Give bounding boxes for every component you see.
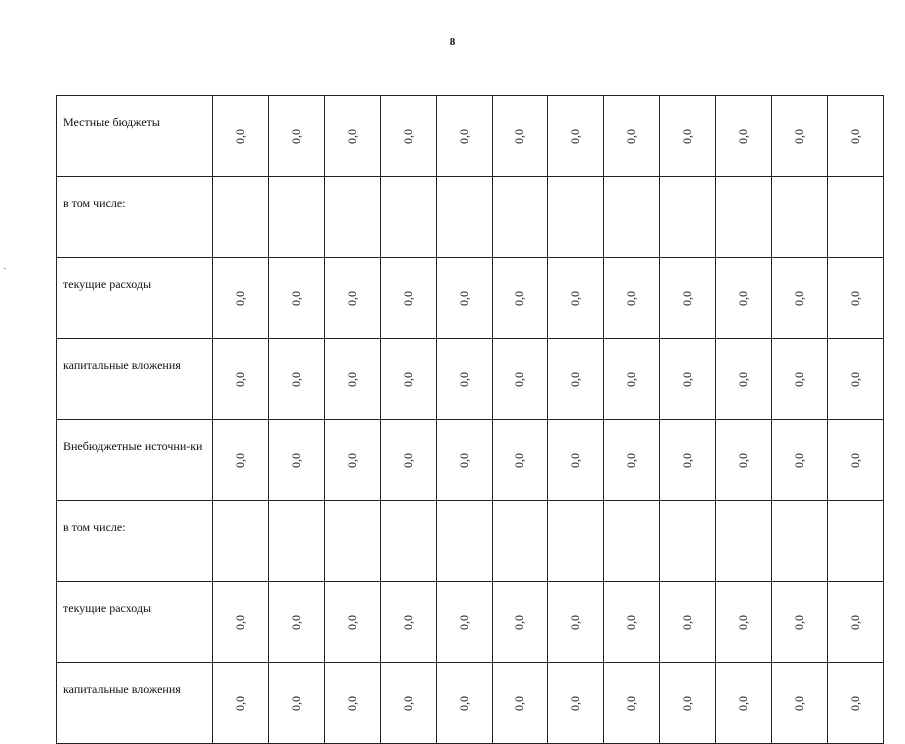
row-label: Внебюджетные источни-ки — [57, 420, 213, 501]
table-cell — [492, 582, 548, 663]
table-cell — [772, 501, 828, 582]
cell-value: 0,0 — [624, 371, 639, 387]
table-cell — [716, 258, 772, 339]
cell-value: 0,0 — [847, 614, 862, 630]
cell-value: 0,0 — [400, 128, 415, 144]
table-cell — [380, 177, 436, 258]
table-cell — [380, 339, 436, 420]
cell-value: 0,0 — [680, 452, 695, 468]
table-cell — [324, 663, 380, 744]
cell-value: 0,0 — [736, 290, 751, 306]
cell-value: 0,0 — [456, 128, 471, 144]
cell-value: 0,0 — [680, 290, 695, 306]
cell-value: 0,0 — [288, 452, 303, 468]
scan-mark — [4, 268, 6, 269]
cell-value: 0,0 — [456, 452, 471, 468]
table-cell — [436, 258, 492, 339]
table-cell — [604, 339, 660, 420]
cell-value: 0,0 — [288, 290, 303, 306]
table-cell — [213, 96, 269, 177]
cell-value: 0,0 — [512, 128, 527, 144]
cell-value: 0,0 — [344, 290, 359, 306]
cell-value: 0,0 — [288, 614, 303, 630]
cell-value: 0,0 — [680, 371, 695, 387]
table-cell — [324, 582, 380, 663]
table-cell — [548, 339, 604, 420]
table-cell — [268, 420, 324, 501]
cell-value: 0,0 — [344, 128, 359, 144]
cell-value: 0,0 — [736, 128, 751, 144]
cell-value: 0,0 — [232, 371, 247, 387]
table-body — [57, 96, 884, 744]
table-cell — [548, 582, 604, 663]
cell-value: 0,0 — [568, 452, 583, 468]
table-cell — [492, 420, 548, 501]
table-cell — [324, 339, 380, 420]
cell-value: 0,0 — [568, 695, 583, 711]
cell-value: 0,0 — [512, 695, 527, 711]
table-cell — [492, 96, 548, 177]
table-row — [57, 420, 884, 501]
table-cell — [548, 96, 604, 177]
cell-value: 0,0 — [847, 290, 862, 306]
table-cell — [268, 663, 324, 744]
table-cell — [548, 177, 604, 258]
table-cell — [548, 420, 604, 501]
row-label: текущие расходы — [57, 582, 213, 663]
row-label: капитальные вложения — [57, 663, 213, 744]
cell-value: 0,0 — [456, 371, 471, 387]
cell-value: 0,0 — [400, 695, 415, 711]
table-cell — [436, 420, 492, 501]
table-cell — [268, 177, 324, 258]
cell-value: 0,0 — [568, 371, 583, 387]
table-cell — [827, 339, 883, 420]
cell-value: 0,0 — [456, 695, 471, 711]
page-number: 8 — [449, 36, 456, 48]
cell-value: 0,0 — [847, 128, 862, 144]
table-cell — [827, 258, 883, 339]
table-cell — [492, 339, 548, 420]
cell-value: 0,0 — [736, 371, 751, 387]
table-cell — [213, 501, 269, 582]
cell-value: 0,0 — [792, 452, 807, 468]
cell-value: 0,0 — [288, 371, 303, 387]
table-row — [57, 582, 884, 663]
cell-value: 0,0 — [344, 371, 359, 387]
table-cell — [772, 339, 828, 420]
table-cell — [213, 339, 269, 420]
table-cell — [268, 339, 324, 420]
cell-value: 0,0 — [232, 614, 247, 630]
table-cell — [716, 501, 772, 582]
cell-value: 0,0 — [568, 614, 583, 630]
table-cell — [660, 177, 716, 258]
cell-value: 0,0 — [792, 128, 807, 144]
table-cell — [436, 96, 492, 177]
cell-value: 0,0 — [456, 290, 471, 306]
cell-value: 0,0 — [232, 128, 247, 144]
table-cell — [436, 501, 492, 582]
table-cell — [436, 339, 492, 420]
cell-value: 0,0 — [400, 371, 415, 387]
cell-value: 0,0 — [400, 614, 415, 630]
table-cell — [380, 420, 436, 501]
table-cell — [380, 96, 436, 177]
table-cell — [772, 96, 828, 177]
cell-value: 0,0 — [512, 290, 527, 306]
cell-value: 0,0 — [512, 614, 527, 630]
cell-value: 0,0 — [847, 695, 862, 711]
table-cell — [827, 663, 883, 744]
table-cell — [827, 96, 883, 177]
row-label: текущие расходы — [57, 258, 213, 339]
table-cell — [213, 420, 269, 501]
table-cell — [268, 96, 324, 177]
table-cell — [268, 258, 324, 339]
table-cell — [492, 177, 548, 258]
table-cell — [436, 582, 492, 663]
table-cell — [772, 582, 828, 663]
table-cell — [716, 420, 772, 501]
cell-value: 0,0 — [624, 614, 639, 630]
table-cell — [772, 177, 828, 258]
table-cell — [660, 663, 716, 744]
table-cell — [660, 96, 716, 177]
cell-value: 0,0 — [512, 452, 527, 468]
cell-value: 0,0 — [232, 452, 247, 468]
cell-value: 0,0 — [624, 290, 639, 306]
table-cell — [827, 501, 883, 582]
table-cell — [604, 420, 660, 501]
table-cell — [660, 582, 716, 663]
cell-value: 0,0 — [232, 290, 247, 306]
table-cell — [660, 420, 716, 501]
cell-value: 0,0 — [344, 452, 359, 468]
table-row — [57, 177, 884, 258]
table-cell — [604, 96, 660, 177]
table-cell — [827, 177, 883, 258]
budget-table — [56, 95, 884, 744]
cell-value: 0,0 — [736, 695, 751, 711]
table-cell — [604, 501, 660, 582]
cell-value: 0,0 — [736, 614, 751, 630]
table-cell — [492, 663, 548, 744]
cell-value: 0,0 — [344, 695, 359, 711]
row-label: капитальные вложения — [57, 339, 213, 420]
cell-value: 0,0 — [847, 371, 862, 387]
table-cell — [716, 663, 772, 744]
table-cell — [492, 258, 548, 339]
table-cell — [492, 501, 548, 582]
row-label: Местные бюджеты — [57, 96, 213, 177]
table-cell — [548, 663, 604, 744]
table-cell — [772, 663, 828, 744]
table-cell — [604, 258, 660, 339]
table-row — [57, 501, 884, 582]
table-cell — [827, 582, 883, 663]
cell-value: 0,0 — [456, 614, 471, 630]
cell-value: 0,0 — [847, 452, 862, 468]
table-cell — [213, 582, 269, 663]
row-label: в том числе: — [57, 501, 213, 582]
cell-value: 0,0 — [344, 614, 359, 630]
cell-value: 0,0 — [624, 128, 639, 144]
cell-value: 0,0 — [736, 452, 751, 468]
cell-value: 0,0 — [680, 695, 695, 711]
table-cell — [660, 339, 716, 420]
cell-value: 0,0 — [512, 371, 527, 387]
table-row — [57, 258, 884, 339]
table-cell — [324, 501, 380, 582]
table-cell — [268, 501, 324, 582]
table-cell — [324, 258, 380, 339]
cell-value: 0,0 — [288, 128, 303, 144]
cell-value: 0,0 — [624, 452, 639, 468]
table-cell — [436, 177, 492, 258]
table-cell — [213, 258, 269, 339]
table-row — [57, 96, 884, 177]
table-cell — [380, 501, 436, 582]
row-label: в том числе: — [57, 177, 213, 258]
table-cell — [268, 582, 324, 663]
table-cell — [716, 177, 772, 258]
cell-value: 0,0 — [792, 614, 807, 630]
table-row — [57, 663, 884, 744]
table-cell — [827, 420, 883, 501]
cell-value: 0,0 — [792, 371, 807, 387]
cell-value: 0,0 — [568, 290, 583, 306]
cell-value: 0,0 — [288, 695, 303, 711]
table-cell — [380, 663, 436, 744]
cell-value: 0,0 — [400, 290, 415, 306]
cell-value: 0,0 — [568, 128, 583, 144]
table-cell — [548, 258, 604, 339]
budget-table-container — [56, 95, 884, 744]
table-cell — [380, 258, 436, 339]
cell-value: 0,0 — [792, 290, 807, 306]
table-cell — [324, 177, 380, 258]
table-cell — [604, 582, 660, 663]
table-cell — [660, 501, 716, 582]
cell-value: 0,0 — [232, 695, 247, 711]
cell-value: 0,0 — [792, 695, 807, 711]
table-row — [57, 339, 884, 420]
table-cell — [716, 582, 772, 663]
table-cell — [213, 663, 269, 744]
table-cell — [772, 258, 828, 339]
cell-value: 0,0 — [624, 695, 639, 711]
cell-value: 0,0 — [680, 614, 695, 630]
table-cell — [604, 663, 660, 744]
cell-value: 0,0 — [400, 452, 415, 468]
table-cell — [324, 96, 380, 177]
table-cell — [716, 96, 772, 177]
cell-value: 0,0 — [680, 128, 695, 144]
table-cell — [716, 339, 772, 420]
table-cell — [436, 663, 492, 744]
table-cell — [604, 177, 660, 258]
table-cell — [324, 420, 380, 501]
table-cell — [548, 501, 604, 582]
table-cell — [660, 258, 716, 339]
table-cell — [380, 582, 436, 663]
table-cell — [772, 420, 828, 501]
table-cell — [213, 177, 269, 258]
